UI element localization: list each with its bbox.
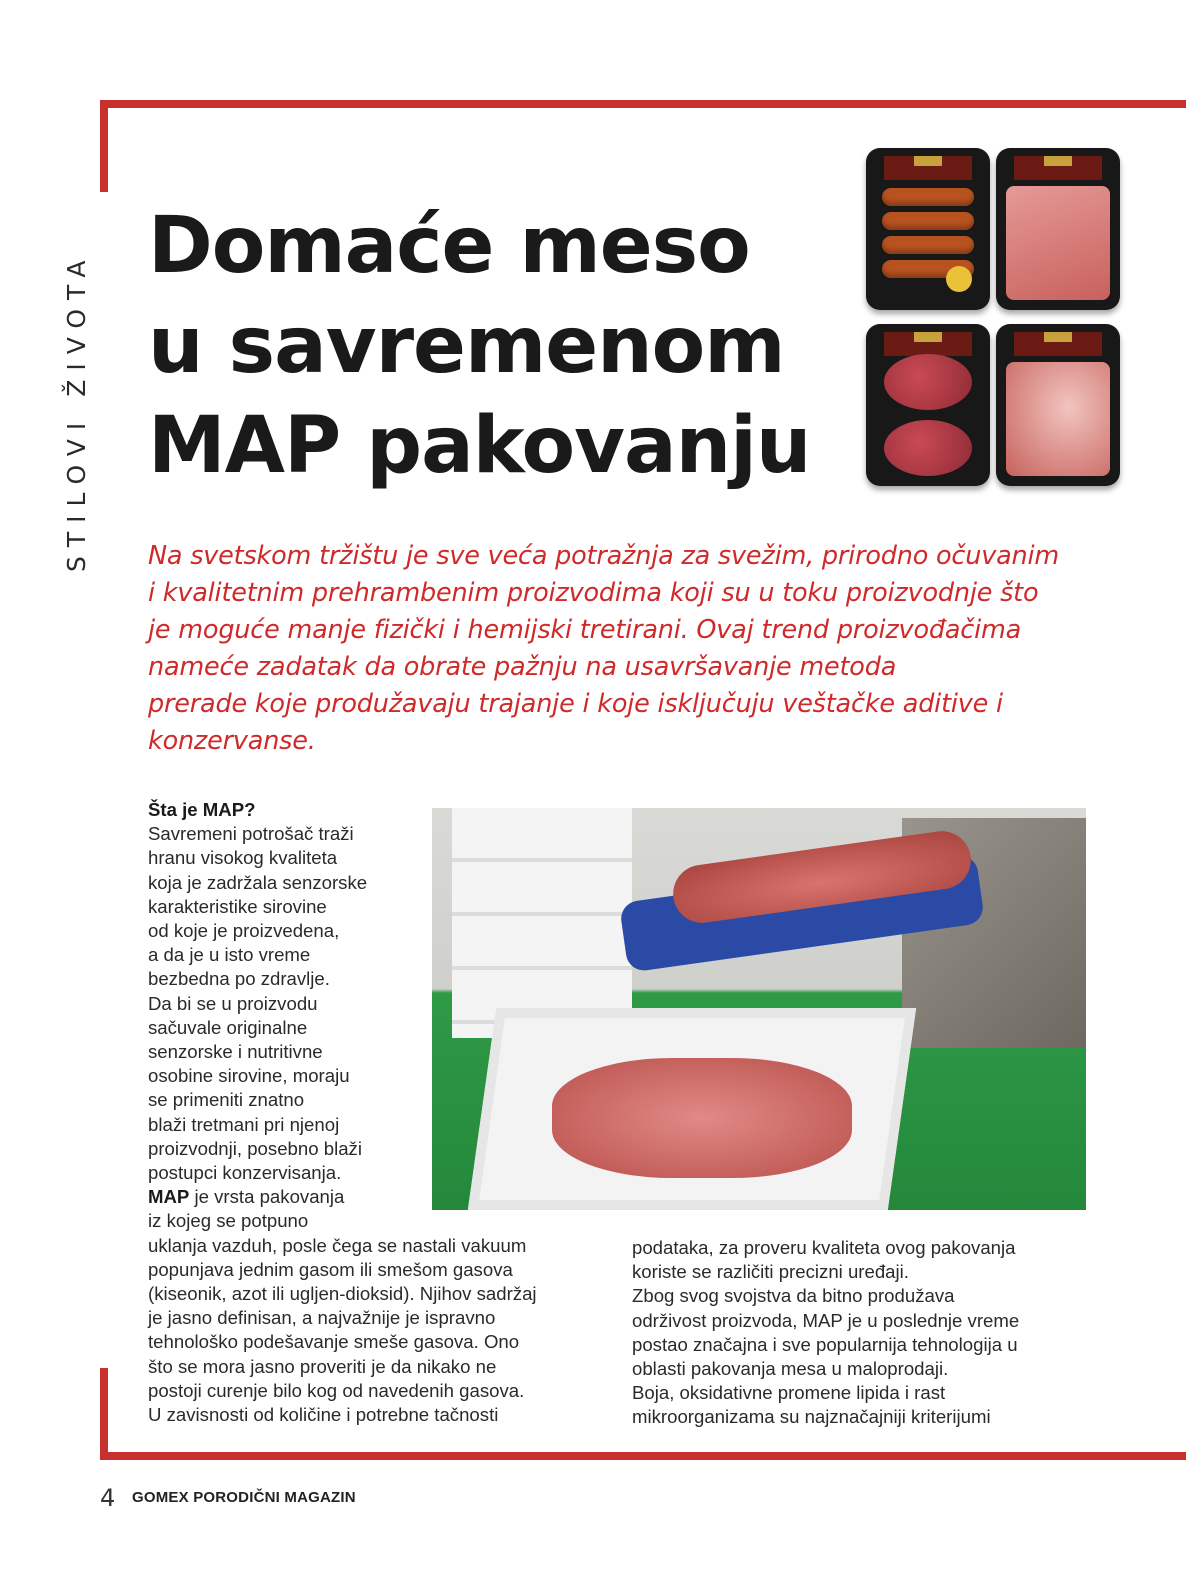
patty-tray [866, 324, 990, 486]
article-line: U zavisnosti od količine i potrebne tačnosti [148, 1404, 499, 1426]
article-line: osobine sirovine, moraju [148, 1065, 350, 1087]
pork-tray [996, 324, 1120, 486]
intro-line: je moguće manje fizički i hemijski tretirani. Ovaj trend proizvođačima [148, 615, 1022, 645]
article-line: tehnološko podešavanje smeše gasova. Ono [148, 1331, 520, 1353]
intro-lead [148, 538, 1148, 760]
meat-slices [1006, 362, 1110, 476]
article-line: postoji curenje bilo kog od navedenih gasova. [148, 1379, 525, 1401]
tray-label [1014, 156, 1102, 180]
article-line: Boja, oksidativne promene lipida i rast [632, 1382, 946, 1404]
sausage-tray [866, 148, 990, 310]
article-line: hranu visokog kvaliteta [148, 847, 338, 869]
article-column-left [148, 798, 608, 1427]
steak-tray [996, 148, 1120, 310]
map-term: MAP [148, 1186, 190, 1208]
article-line: blaži tretmani pri njenoj [148, 1113, 340, 1135]
frame-bottom-rule [100, 1452, 1186, 1460]
sausage [882, 236, 974, 254]
article-line: se primeniti znatno [148, 1089, 305, 1111]
patty [884, 354, 972, 410]
article-line: je jasno definisan, a najvažnije je ispravno [148, 1307, 496, 1329]
article-line: a da je u isto vreme [148, 944, 311, 966]
title-line: MAP pakovanju [148, 401, 811, 491]
article-line: senzorske i nutritivne [148, 1041, 323, 1063]
article-line: Zbog svog svojstva da bitno produžava [632, 1285, 955, 1307]
section-label: STILOVI ŽIVOTA [62, 251, 91, 572]
sausage [882, 212, 974, 230]
frame-left-top-rule [100, 100, 108, 192]
tray-label [1014, 332, 1102, 356]
article-line: Savremeni potrošač traži [148, 823, 354, 845]
article-line: Da bi se u proizvodu [148, 992, 318, 1014]
sausage [882, 188, 974, 206]
article-line: održivost proizvoda, MAP je u poslednje vreme [632, 1309, 1020, 1331]
page-number: 4 [100, 1484, 116, 1512]
frame-left-bottom-rule [100, 1368, 108, 1460]
article-line: podataka, za proveru kvaliteta ovog pakovanja [632, 1237, 1016, 1258]
intro-line: prerade koje produžavaju trajanje i koje isključuju veštačke aditive i [148, 689, 1003, 719]
article-line: oblasti pakovanja mesa u maloprodaji. [632, 1358, 949, 1380]
article-line: proizvodnji, posebno blaži [148, 1137, 362, 1159]
article-heading: Šta je MAP? [148, 799, 256, 820]
article-line: postao značajna i sve popularnija tehnologija u [632, 1333, 1018, 1355]
article-line: bezbedna po zdravlje. [148, 968, 330, 990]
badge-icon [946, 266, 972, 292]
article-line: iz kojeg se potpuno [148, 1210, 309, 1232]
map-definition-start: je vrsta pakovanja [189, 1186, 345, 1208]
article-line: (kiseonik, azot ili ugljen-dioksid). Njihov sadržaj [148, 1283, 537, 1305]
article-line: karakteristike sirovine [148, 895, 327, 917]
article-line-map [148, 1185, 608, 1209]
title-line: Domaće meso [148, 201, 750, 291]
title-line: u savremenom [148, 301, 785, 391]
intro-line: nameće zadatak da obrate pažnju na usavršavanje metoda [148, 652, 897, 682]
page-title [148, 196, 858, 496]
article-line: uklanja vazduh, posle čega se nastali vakuum [148, 1234, 527, 1256]
intro-line: Na svetskom tržištu je sve veća potražnja za svežim, prirodno očuvanim [148, 541, 1059, 571]
tray-label [884, 156, 972, 180]
article-line: mikroorganizama su najznačajniji kriterijumi [632, 1406, 991, 1428]
intro-line: konzervanse. [148, 726, 316, 756]
article-column-right [632, 1236, 1102, 1430]
article-line: sačuvale originalne [148, 1016, 308, 1038]
article-line: popunjava jednim gasom ili smešom gasova [148, 1258, 513, 1280]
meat-packages-photo [862, 144, 1124, 490]
article-line: od koje je proizvedena, [148, 920, 340, 942]
magazine-name: GOMEX PORODIČNI MAGAZIN [132, 1489, 356, 1506]
patty [884, 420, 972, 476]
article-line: koriste se različiti precizni uređaji. [632, 1261, 909, 1283]
intro-line: i kvalitetnim prehrambenim proizvodima koji su u toku proizvodnje što [148, 578, 1039, 608]
frame-top-rule [100, 100, 1186, 108]
tray-label [884, 332, 972, 356]
article-line: koja je zadržala senzorske [148, 871, 368, 893]
meat-slices [1006, 186, 1110, 300]
article-line: što se mora jasno proveriti je da nikako ne [148, 1355, 497, 1377]
article-line: postupci konzervisanja. [148, 1162, 342, 1184]
